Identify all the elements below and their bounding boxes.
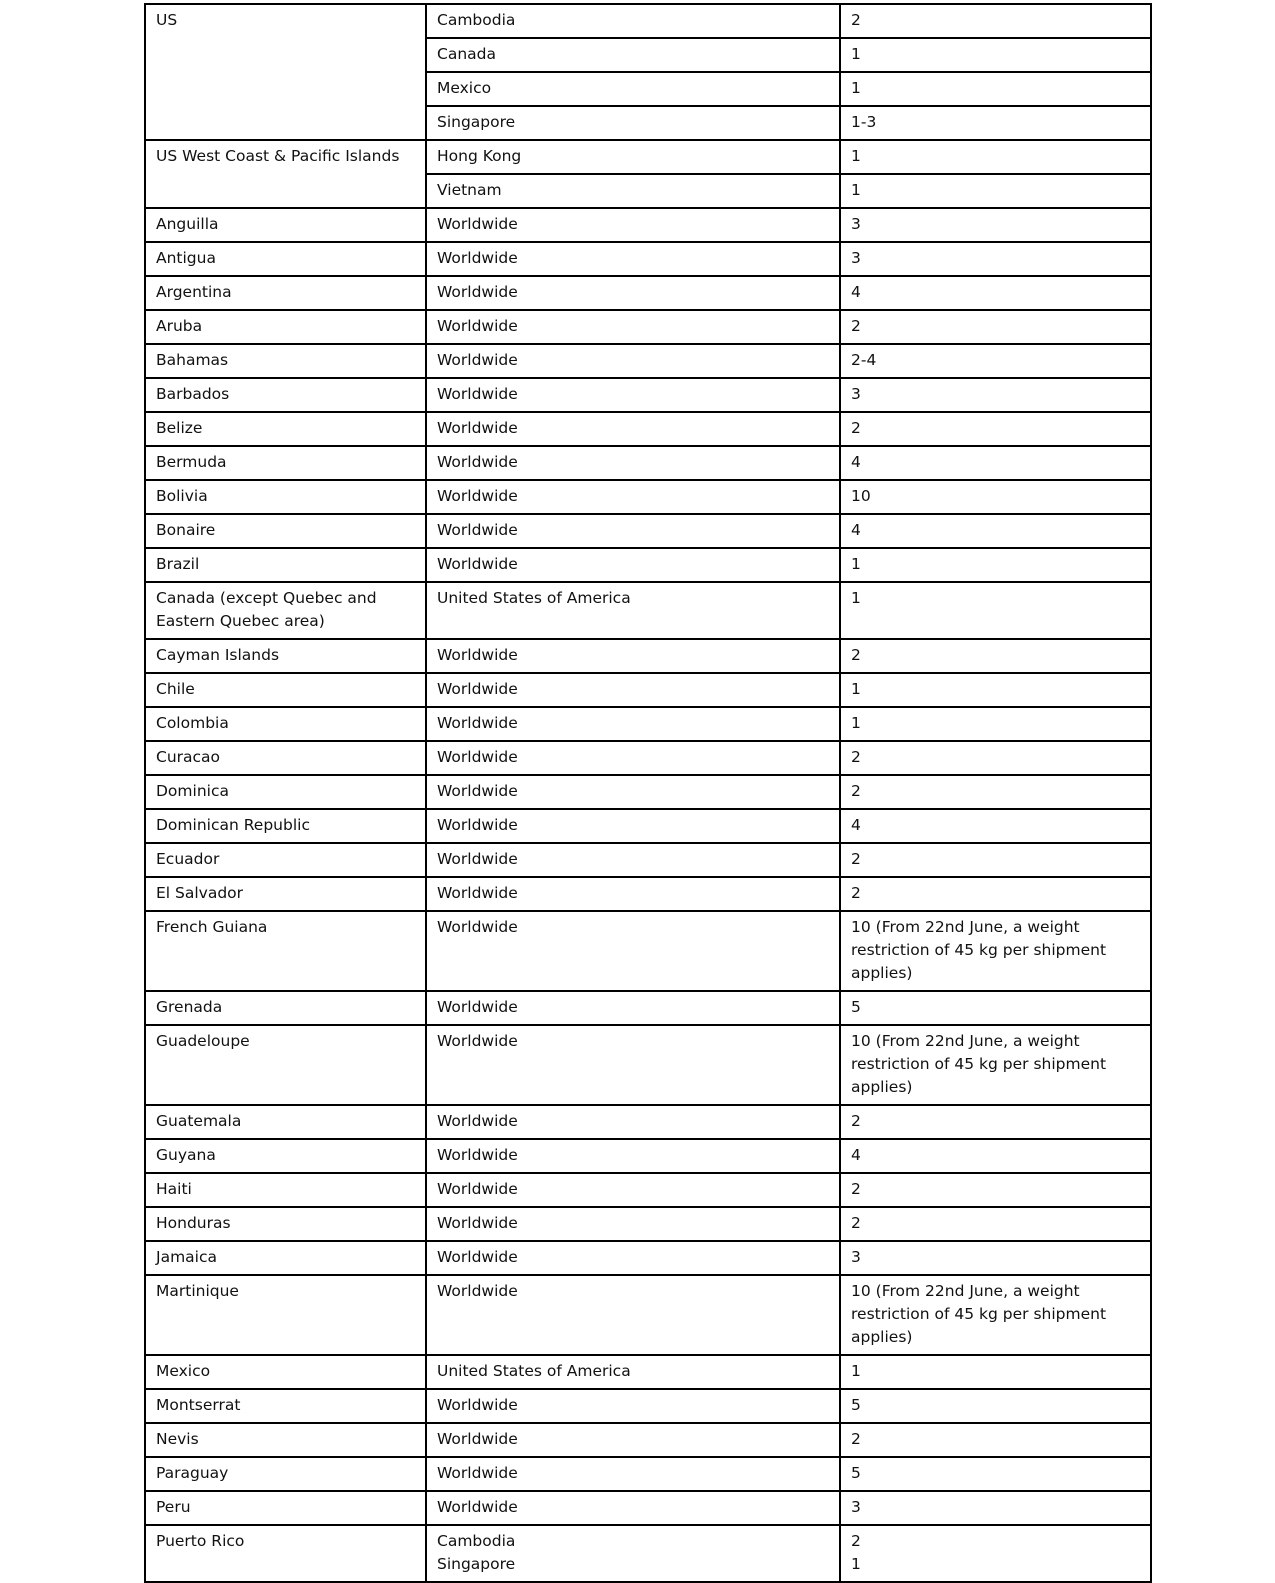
destination-cell: Worldwide	[426, 1275, 840, 1355]
transit-days-line: 2	[851, 1532, 861, 1550]
origin-cell: Martinique	[145, 1275, 426, 1355]
destination-cell: Worldwide	[426, 775, 840, 809]
origin-cell: French Guiana	[145, 911, 426, 991]
destination-cell: Worldwide	[426, 548, 840, 582]
destination-cell: Worldwide	[426, 1241, 840, 1275]
origin-cell: Jamaica	[145, 1241, 426, 1275]
table-row	[145, 344, 1151, 378]
transit-days-cell: 2	[840, 877, 1151, 911]
destination-cell: Worldwide	[426, 1173, 840, 1207]
table-row	[145, 1355, 1151, 1389]
table-row	[145, 4, 1151, 38]
transit-days-cell: 5	[840, 1457, 1151, 1491]
table-row	[145, 877, 1151, 911]
transit-days-cell: 2	[840, 639, 1151, 673]
table-row	[145, 446, 1151, 480]
table-row	[145, 1423, 1151, 1457]
transit-days-cell: 2-4	[840, 344, 1151, 378]
table-row	[145, 582, 1151, 639]
transit-days-cell: 2	[840, 775, 1151, 809]
origin-cell: Bahamas	[145, 344, 426, 378]
destination-cell: Worldwide	[426, 1423, 840, 1457]
destination-cell: Worldwide	[426, 809, 840, 843]
table-row	[145, 843, 1151, 877]
destination-cell: Worldwide	[426, 378, 840, 412]
destination-cell: Worldwide	[426, 1207, 840, 1241]
transit-days-cell: 1-3	[840, 106, 1151, 140]
transit-days-cell: 1	[840, 548, 1151, 582]
transit-table-body	[145, 4, 1151, 1582]
transit-days-cell: 4	[840, 1139, 1151, 1173]
table-row	[145, 1389, 1151, 1423]
destination-cell: Worldwide	[426, 991, 840, 1025]
destination-cell: Worldwide	[426, 480, 840, 514]
transit-days-cell: 2	[840, 1207, 1151, 1241]
origin-cell: Dominican Republic	[145, 809, 426, 843]
transit-days-cell: 2	[840, 412, 1151, 446]
destination-cell: Worldwide	[426, 877, 840, 911]
origin-cell: Antigua	[145, 242, 426, 276]
transit-days-cell: 3	[840, 1241, 1151, 1275]
table-row	[145, 480, 1151, 514]
table-row	[145, 775, 1151, 809]
origin-cell: Bonaire	[145, 514, 426, 548]
transit-days-cell: 2	[840, 1173, 1151, 1207]
transit-days-cell: 4	[840, 446, 1151, 480]
destination-cell	[426, 1525, 840, 1582]
table-row	[145, 276, 1151, 310]
destination-cell: Worldwide	[426, 242, 840, 276]
transit-days-cell: 1	[840, 582, 1151, 639]
destination-cell: Worldwide	[426, 344, 840, 378]
origin-cell: US	[145, 4, 426, 140]
origin-cell: Peru	[145, 1491, 426, 1525]
origin-cell: Cayman Islands	[145, 639, 426, 673]
table-row	[145, 140, 1151, 174]
table-row	[145, 639, 1151, 673]
destination-cell: Worldwide	[426, 707, 840, 741]
table-row	[145, 1173, 1151, 1207]
destination-cell: Worldwide	[426, 1457, 840, 1491]
table-row	[145, 548, 1151, 582]
transit-days-cell: 10	[840, 480, 1151, 514]
table-row	[145, 1275, 1151, 1355]
transit-days-cell: 5	[840, 991, 1151, 1025]
destination-cell: Worldwide	[426, 412, 840, 446]
destination-cell: Worldwide	[426, 1491, 840, 1525]
transit-days-cell: 1	[840, 140, 1151, 174]
table-row	[145, 991, 1151, 1025]
transit-days-cell: 4	[840, 276, 1151, 310]
table-row	[145, 1241, 1151, 1275]
transit-table	[144, 3, 1152, 1583]
origin-cell: Mexico	[145, 1355, 426, 1389]
origin-cell: Guyana	[145, 1139, 426, 1173]
transit-days-cell: 2	[840, 1105, 1151, 1139]
origin-cell: Brazil	[145, 548, 426, 582]
transit-days-cell: 3	[840, 1491, 1151, 1525]
transit-days-cell: 10 (From 22nd June, a weight restriction of 45 kg per shipment applies)	[840, 1025, 1151, 1105]
transit-days-cell: 10 (From 22nd June, a weight restriction of 45 kg per shipment applies)	[840, 1275, 1151, 1355]
destination-cell: Mexico	[426, 72, 840, 106]
transit-days-cell: 1	[840, 673, 1151, 707]
table-row	[145, 1491, 1151, 1525]
table-row	[145, 707, 1151, 741]
destination-cell: Worldwide	[426, 741, 840, 775]
destination-cell: Singapore	[426, 106, 840, 140]
table-row	[145, 741, 1151, 775]
table-row	[145, 412, 1151, 446]
origin-cell: Guadeloupe	[145, 1025, 426, 1105]
transit-days-cell: 1	[840, 72, 1151, 106]
transit-days-cell: 5	[840, 1389, 1151, 1423]
origin-cell: Dominica	[145, 775, 426, 809]
table-row	[145, 1525, 1151, 1582]
destination-cell: Canada	[426, 38, 840, 72]
transit-days-cell: 1	[840, 1355, 1151, 1389]
origin-cell: Haiti	[145, 1173, 426, 1207]
origin-cell: Paraguay	[145, 1457, 426, 1491]
table-row	[145, 514, 1151, 548]
table-row	[145, 911, 1151, 991]
origin-cell: Barbados	[145, 378, 426, 412]
origin-cell: Grenada	[145, 991, 426, 1025]
destination-cell: Worldwide	[426, 639, 840, 673]
table-row	[145, 378, 1151, 412]
transit-days-cell: 2	[840, 741, 1151, 775]
origin-cell: Aruba	[145, 310, 426, 344]
transit-days-cell: 3	[840, 242, 1151, 276]
destination-cell: Cambodia	[426, 4, 840, 38]
destination-cell: Worldwide	[426, 310, 840, 344]
table-row	[145, 1457, 1151, 1491]
destination-cell: Worldwide	[426, 276, 840, 310]
origin-cell: Chile	[145, 673, 426, 707]
origin-cell: Guatemala	[145, 1105, 426, 1139]
table-row	[145, 1207, 1151, 1241]
transit-days-cell: 10 (From 22nd June, a weight restriction of 45 kg per shipment applies)	[840, 911, 1151, 991]
transit-days-cell	[840, 1525, 1151, 1582]
origin-cell: Honduras	[145, 1207, 426, 1241]
destination-cell: Worldwide	[426, 911, 840, 991]
table-row	[145, 242, 1151, 276]
transit-days-line: 1	[851, 1555, 861, 1573]
transit-days-cell: 2	[840, 1423, 1151, 1457]
table-row	[145, 310, 1151, 344]
origin-cell: Nevis	[145, 1423, 426, 1457]
origin-cell: Curacao	[145, 741, 426, 775]
table-row	[145, 673, 1151, 707]
transit-days-cell: 2	[840, 843, 1151, 877]
origin-cell: Colombia	[145, 707, 426, 741]
destination-cell: Worldwide	[426, 673, 840, 707]
transit-days-cell: 2	[840, 310, 1151, 344]
origin-cell: Argentina	[145, 276, 426, 310]
destination-cell: Worldwide	[426, 1025, 840, 1105]
destination-cell: Worldwide	[426, 514, 840, 548]
transit-days-cell: 2	[840, 4, 1151, 38]
destination-cell: Worldwide	[426, 208, 840, 242]
table-row	[145, 1139, 1151, 1173]
destination-cell: Worldwide	[426, 1139, 840, 1173]
origin-cell: Bolivia	[145, 480, 426, 514]
destination-cell: United States of America	[426, 582, 840, 639]
transit-days-cell: 4	[840, 514, 1151, 548]
table-row	[145, 809, 1151, 843]
transit-days-cell: 1	[840, 174, 1151, 208]
destination-cell: Worldwide	[426, 1389, 840, 1423]
origin-cell: Montserrat	[145, 1389, 426, 1423]
destination-cell: Hong Kong	[426, 140, 840, 174]
origin-cell: El Salvador	[145, 877, 426, 911]
destination-cell: Worldwide	[426, 843, 840, 877]
origin-cell: Puerto Rico	[145, 1525, 426, 1582]
destination-cell: Vietnam	[426, 174, 840, 208]
destination-cell: Worldwide	[426, 446, 840, 480]
transit-days-cell: 4	[840, 809, 1151, 843]
transit-days-cell: 1	[840, 38, 1151, 72]
destination-cell: United States of America	[426, 1355, 840, 1389]
table-row	[145, 1105, 1151, 1139]
transit-days-cell: 1	[840, 707, 1151, 741]
origin-cell: Bermuda	[145, 446, 426, 480]
destination-line: Cambodia	[437, 1532, 516, 1550]
destination-line: Singapore	[437, 1555, 516, 1573]
transit-days-cell: 3	[840, 378, 1151, 412]
table-row	[145, 1025, 1151, 1105]
origin-cell: Ecuador	[145, 843, 426, 877]
origin-cell: US West Coast & Pacific Islands	[145, 140, 426, 208]
destination-cell: Worldwide	[426, 1105, 840, 1139]
origin-cell: Belize	[145, 412, 426, 446]
origin-cell: Anguilla	[145, 208, 426, 242]
transit-days-cell: 3	[840, 208, 1151, 242]
origin-cell: Canada (except Quebec and Eastern Quebec area)	[145, 582, 426, 639]
table-row	[145, 208, 1151, 242]
